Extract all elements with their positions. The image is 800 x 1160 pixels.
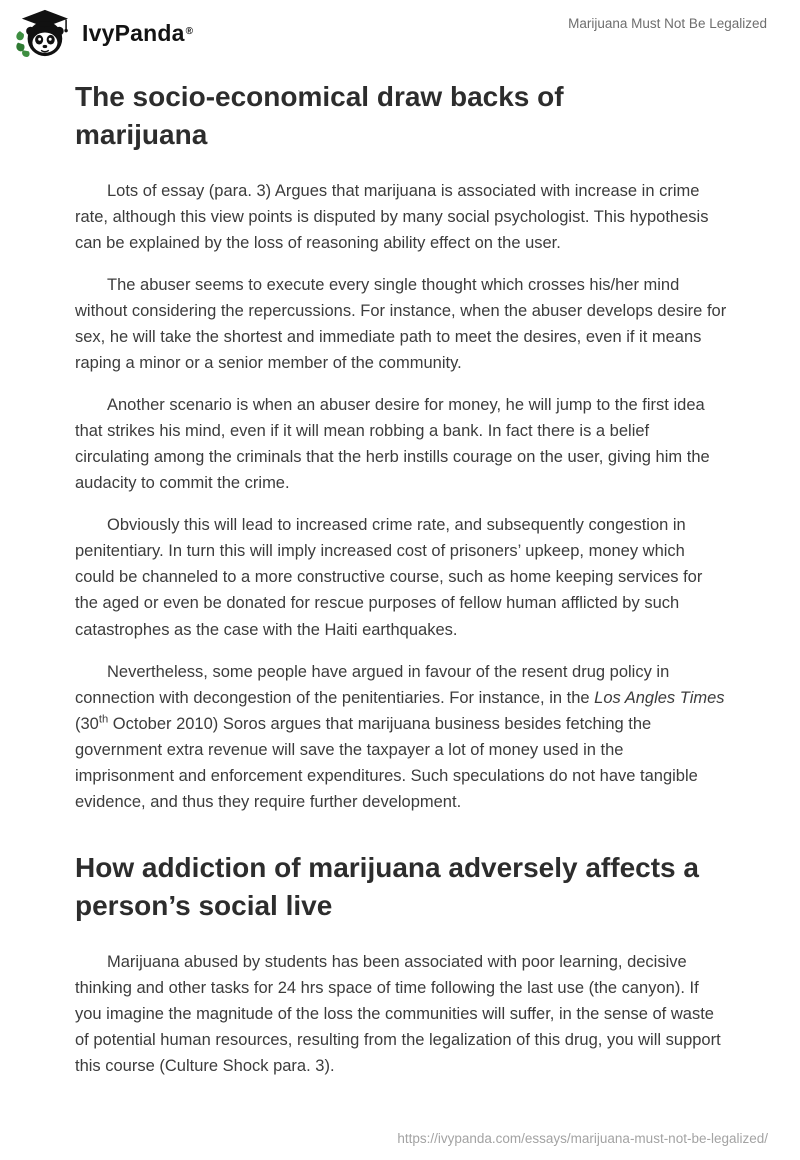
brand-name: IvyPanda (82, 19, 185, 46)
para5-publication-name: Los Angles Times (594, 688, 725, 707)
page-header (0, 0, 800, 64)
brand-wordmark (82, 20, 193, 47)
paragraph-crime-rate: Lots of essay (para. 3) Argues that marijuana is associated with increase in crime rate, although this view points is disputed by many social psychologist. This hypothesis can be explained by the loss of reasoning ability effect on the user. (75, 181, 709, 252)
registered-trademark-symbol: ® (185, 26, 193, 38)
ivypanda-logo-icon (14, 8, 72, 58)
para5-date-open: (30 (75, 714, 99, 733)
paragraph-abuser-thoughts: The abuser seems to execute every single thought which crosses his/her mind without considering the repercussions. For instance, when the abuser develops desire for sex, he will take the shortest and immediate path to meet the desires, even if it means raping a minor or a senior member of the community. (75, 275, 727, 372)
paragraph-drug-policy (75, 659, 727, 815)
section-heading-social-life: How addiction of marijuana adversely affects a person’s social live (75, 851, 699, 921)
ivypanda-brand[interactable] (14, 8, 193, 58)
para5-ordinal-superscript: th (98, 713, 109, 726)
para5-text-end: October 2010) Soros argues that marijuana business besides fetching the government extra revenue will save the taxpayer a lot of money used in the imprisonment and enforcement expenditures. Such speculations do not have tangible evidence, and thus they require further development. (75, 714, 698, 811)
paragraph-students-learning: Marijuana abused by students has been associated with poor learning, decisive thinking and other tasks for 24 hrs space of time following the last use (the canyon). If you imagine the magnitude of the loss the communities will suffer, in the sense of waste of potential human resources, resulting from the legalization of this drug, you will support this course (Culture Shock para. 3). (75, 952, 721, 1075)
paragraph-penitentiary-congestion: Obviously this will lead to increased crime rate, and subsequently congestion in penitentiary. In turn this will imply increased cost of prisoners’ upkeep, money which could be channeled to a more constructive course, such as home keeping services for the aged or even be donated for rescue purposes of fellow human afflicted by such catastrophes as the case with the Haiti earthquakes. (75, 516, 703, 639)
source-url-link[interactable]: https://ivypanda.com/essays/marijuana-must-not-be-legalized/ (397, 1131, 768, 1146)
ivy-leaf-icon (16, 31, 29, 57)
section-heading-socio-economical: The socio-economical draw backs of marijuana (75, 81, 564, 150)
document-title: Marijuana Must Not Be Legalized (568, 16, 767, 31)
para5-text-start: Nevertheless, some people have argued in favour of the resent drug policy in connection with decongestion of the penitentiaries. For instance, in the (75, 662, 670, 707)
paragraph-money-desire: Another scenario is when an abuser desire for money, he will jump to the first idea that strikes his mind, even if it will mean robbing a bank. In fact there is a belief circulating among the criminals that the herb instills courage on the user, giving him the audacity to commit the crime. (75, 396, 710, 493)
essay-content (0, 78, 800, 1079)
page-footer (397, 1130, 768, 1148)
